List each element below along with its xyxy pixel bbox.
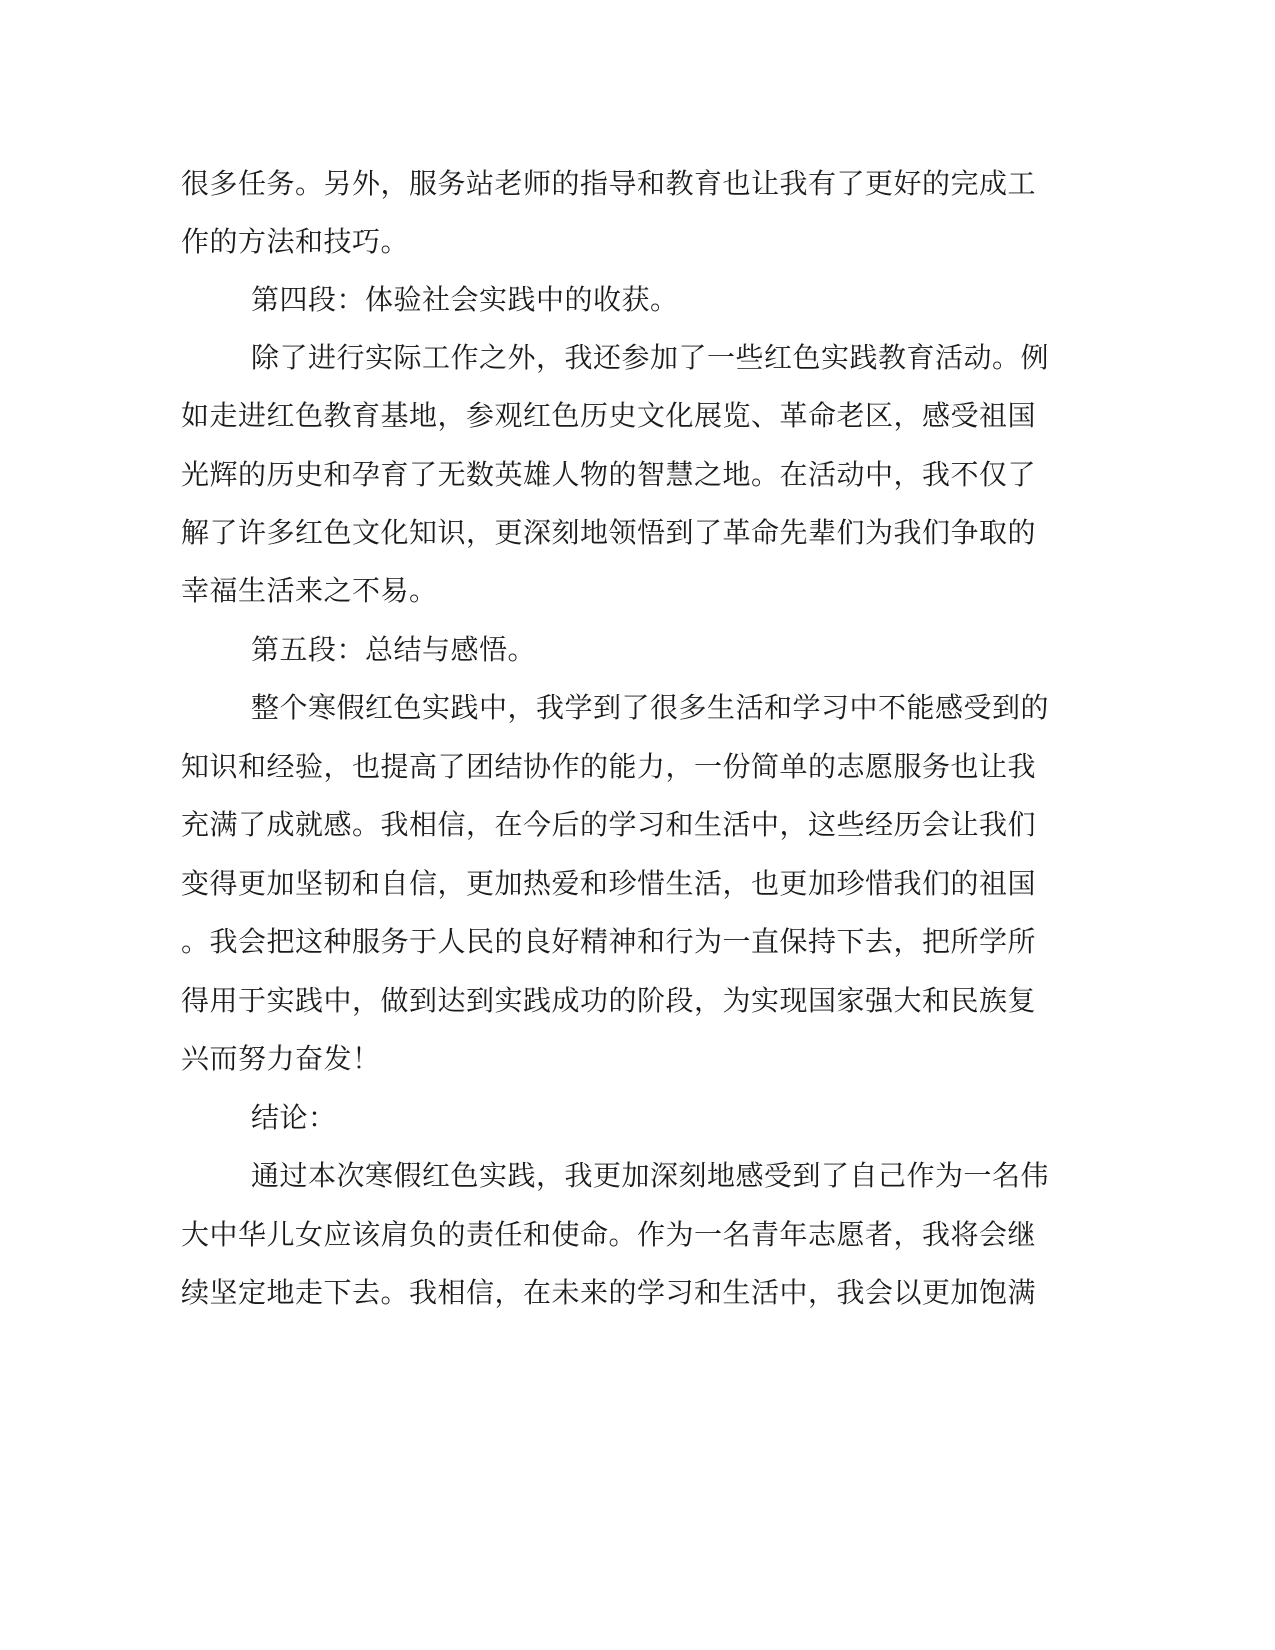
text-line: 幸福生活来之不易。	[181, 574, 438, 607]
text-line: 整个寒假红色实践中，我学到了很多生活和学习中不能感受到的	[251, 691, 1050, 724]
text-line: 知识和经验，也提高了团结协作的能力，一份简单的志愿服务也让我	[181, 750, 1037, 783]
text-line: 除了进行实际工作之外，我还参加了一些红色实践教育活动。例	[251, 341, 1050, 374]
section-heading: 结论：	[251, 1101, 337, 1134]
text-line: 作的方法和技巧。	[181, 225, 410, 258]
text-line: 变得更加坚韧和自信，更加热爱和珍惜生活，也更加珍惜我们的祖国	[181, 867, 1037, 900]
text-line: 解了许多红色文化知识，更深刻地领悟到了革命先辈们为我们争取的	[181, 516, 1037, 549]
section-heading: 第四段：体验社会实践中的收获。	[251, 283, 679, 316]
text-line: 。我会把这种服务于人民的良好精神和行为一直保持下去，把所学所	[181, 925, 1037, 958]
text-line: 续坚定地走下去。我相信，在未来的学习和生活中，我会以更加饱满	[181, 1276, 1037, 1309]
text-line: 充满了成就感。我相信，在今后的学习和生活中，这些经历会让我们	[181, 808, 1037, 841]
text-line: 通过本次寒假红色实践，我更加深刻地感受到了自己作为一名伟	[251, 1159, 1050, 1192]
text-line: 得用于实践中，做到达到实践成功的阶段，为实现国家强大和民族复	[181, 984, 1037, 1017]
text-line: 大中华儿女应该肩负的责任和使命。作为一名青年志愿者，我将会继	[181, 1218, 1037, 1251]
text-line: 光辉的历史和孕育了无数英雄人物的智慧之地。在活动中，我不仅了	[181, 458, 1037, 491]
text-line: 很多任务。另外，服务站老师的指导和教育也让我有了更好的完成工	[181, 167, 1037, 200]
text-line: 兴而努力奋发！	[181, 1042, 381, 1075]
text-line: 如走进红色教育基地，参观红色历史文化展览、革命老区，感受祖国	[181, 399, 1037, 432]
section-heading: 第五段：总结与感悟。	[251, 633, 537, 666]
